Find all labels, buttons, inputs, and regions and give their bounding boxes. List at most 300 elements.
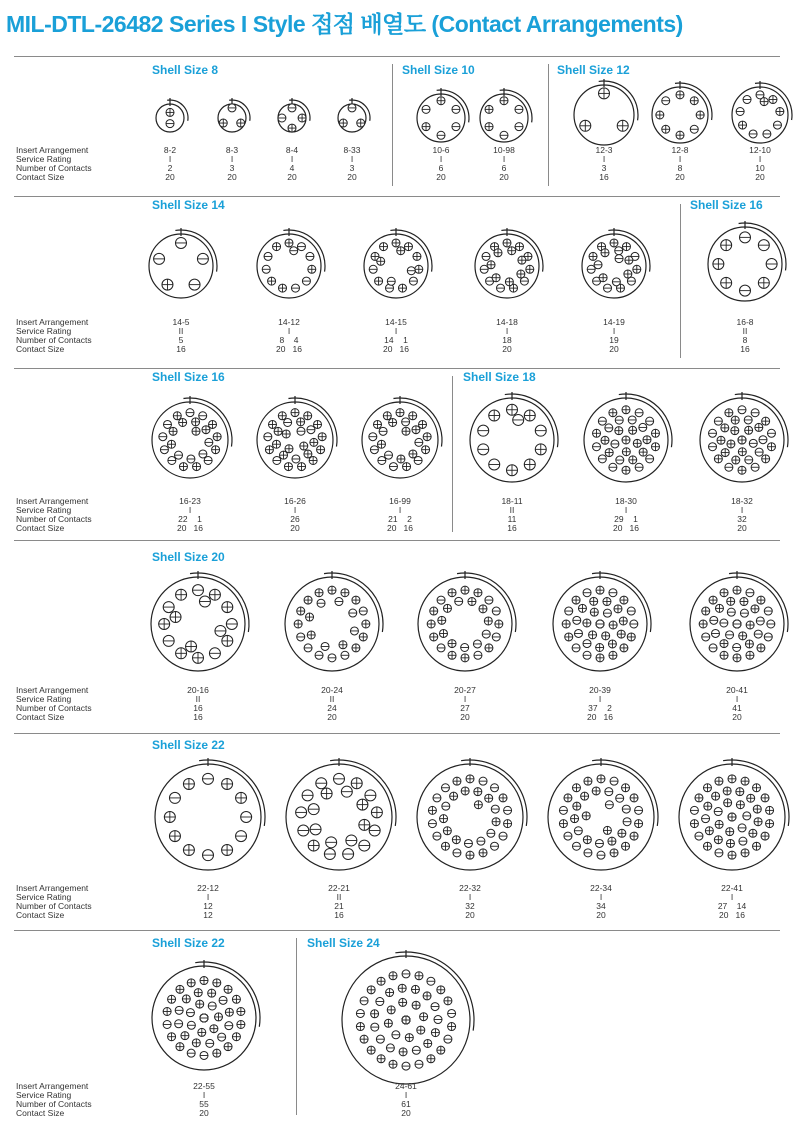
contact-pin: [736, 107, 744, 115]
contact-pin: [616, 794, 624, 802]
contact-pin: [609, 651, 617, 659]
contact-pin: [733, 654, 741, 662]
contact-pin: [736, 801, 744, 809]
contact-pin: [307, 631, 315, 639]
insert-arrangement: 14-18: [496, 317, 518, 327]
contact-pin: [574, 629, 582, 637]
contact-pin: [583, 836, 591, 844]
contact-pin: [402, 427, 410, 435]
contact-pin: [357, 799, 368, 810]
contact-pin: [468, 598, 476, 606]
service-rating: I: [404, 1090, 408, 1100]
contact-pin: [196, 1000, 204, 1008]
contact-size: 16: [740, 344, 750, 354]
contact-pin: [703, 842, 711, 850]
contact-pin: [485, 794, 493, 802]
contact-pin: [559, 806, 567, 814]
contact-pin: [731, 416, 739, 424]
contact-pin: [495, 620, 503, 628]
contact-pin: [316, 778, 327, 789]
contact-pin: [763, 130, 771, 138]
row-label: Number of Contacts: [16, 163, 92, 173]
arrangement-spec: [564, 318, 664, 354]
service-rating: I: [439, 154, 443, 164]
contact-pin: [583, 619, 591, 627]
connector-face-svg: [405, 752, 535, 882]
contact-pin: [764, 633, 772, 641]
contact-pin: [241, 812, 252, 823]
contact-pin: [236, 792, 247, 803]
contact-pin: [583, 640, 591, 648]
contact-pin: [379, 427, 387, 435]
contact-pin: [726, 631, 734, 639]
connector-face: [463, 222, 551, 310]
contact-pin: [492, 274, 500, 282]
row-label: Contact Size: [16, 172, 65, 182]
contact-size: 20: [327, 712, 337, 722]
contact-pin: [504, 820, 512, 828]
contact-size: 20 16: [587, 712, 613, 722]
number-of-contacts: 3: [229, 163, 235, 173]
contact-pin: [715, 777, 723, 785]
number-of-contacts: 3: [349, 163, 355, 173]
contact-pin: [599, 274, 607, 282]
contact-pin: [622, 805, 630, 813]
contact-pin: [759, 436, 767, 444]
contact-pin: [485, 644, 493, 652]
contact-pin: [448, 589, 456, 597]
contact-pin: [571, 815, 579, 823]
service-rating: II: [742, 326, 748, 336]
contact-pin: [739, 121, 747, 129]
contact-pin: [749, 439, 757, 447]
contact-pin: [163, 1007, 171, 1015]
contact-pin: [302, 277, 310, 285]
contact-pin: [417, 1026, 425, 1034]
contact-pin: [622, 448, 630, 456]
insert-arrangement: 16-26: [284, 496, 306, 506]
contact-pin: [766, 259, 777, 270]
contact-pin: [696, 111, 704, 119]
contact-pin: [676, 91, 684, 99]
insert-arrangement: 22-41: [721, 883, 743, 893]
contact-size: 20: [502, 344, 512, 354]
contact-pin: [738, 466, 746, 474]
contact-pin: [199, 596, 210, 607]
contact-pin: [507, 404, 518, 415]
contact-pin: [487, 829, 495, 837]
insert-arrangement: 14-15: [385, 317, 407, 327]
insert-arrangement: 18-30: [615, 496, 637, 506]
contact-pin: [224, 1043, 232, 1051]
service-rating: I: [735, 694, 739, 704]
contact-pin: [515, 123, 523, 131]
contact-size: 20 16: [613, 523, 639, 533]
column-divider: [680, 204, 681, 358]
contact-pin: [590, 608, 598, 616]
row-label: Contact Size: [16, 910, 65, 920]
contact-pin: [766, 806, 774, 814]
number-of-contacts: 2: [167, 163, 173, 173]
contact-pin: [749, 829, 757, 837]
contact-pin: [423, 992, 431, 1000]
contact-pin: [308, 840, 319, 851]
insert-arrangement: 22-32: [459, 883, 481, 893]
contact-pin: [635, 806, 643, 814]
connector-face-svg: [541, 565, 659, 683]
row-label: Insert Arrangement: [16, 883, 89, 893]
number-of-contacts: 32: [465, 901, 475, 911]
contact-pin: [485, 123, 493, 131]
contact-pin: [192, 427, 200, 435]
number-of-contacts: 5: [178, 335, 184, 345]
contact-pin: [736, 788, 744, 796]
contact-pin: [348, 104, 356, 112]
contact-pin: [359, 633, 367, 641]
contact-pin: [741, 777, 749, 785]
contact-pin: [620, 644, 628, 652]
contact-pin: [761, 794, 769, 802]
arrangement-spec: [551, 884, 651, 920]
contact-pin: [273, 456, 281, 464]
contact-pin: [635, 463, 643, 471]
insert-arrangement: 14-5: [172, 317, 190, 327]
contact-pin: [398, 984, 406, 992]
shell-size-label: Shell Size 14: [152, 198, 225, 212]
contact-pin: [308, 804, 319, 815]
insert-arrangement: 20-16: [187, 685, 209, 695]
arrangement-spec: [131, 318, 231, 354]
row-label: Insert Arrangement: [16, 317, 89, 327]
arrangement-spec: [462, 497, 562, 533]
contact-pin: [646, 455, 654, 463]
contact-pin: [617, 630, 625, 638]
contact-pin: [720, 619, 728, 627]
contact-pin: [747, 794, 755, 802]
insert-arrangement: 8-4: [285, 145, 299, 155]
contact-pin: [477, 837, 485, 845]
contact-pin: [300, 442, 308, 450]
service-rating: I: [287, 326, 291, 336]
contact-pin: [594, 261, 602, 269]
contact-size: 20: [227, 172, 237, 182]
contact-pin: [386, 989, 394, 997]
contact-pin: [187, 979, 195, 987]
contact-pin: [397, 247, 405, 255]
number-of-contacts: 21 2: [388, 514, 412, 524]
contact-pin: [629, 426, 637, 434]
contact-pin: [402, 970, 410, 978]
arrangement-spec: [687, 686, 787, 722]
contact-pin: [601, 249, 609, 257]
contact-pin: [615, 416, 623, 424]
contact-pin: [474, 589, 482, 597]
contact-pin: [565, 607, 573, 615]
contact-pin: [304, 596, 312, 604]
service-rating: I: [730, 892, 734, 902]
contact-pin: [630, 832, 638, 840]
insert-arrangement: 20-39: [589, 685, 611, 695]
contact-pin: [721, 277, 732, 288]
connector-face-svg: [468, 82, 540, 154]
number-of-contacts: 32: [737, 514, 747, 524]
contact-pin: [208, 1002, 216, 1010]
contact-pin: [203, 850, 214, 861]
contact-pin: [753, 805, 761, 813]
contact-pin: [360, 1035, 368, 1043]
contact-pin: [473, 640, 481, 648]
number-of-contacts: 26: [290, 514, 300, 524]
contact-pin: [535, 444, 546, 455]
connector-face: [206, 92, 258, 144]
contact-pin: [262, 265, 270, 273]
contact-pin: [610, 777, 618, 785]
contact-pin: [324, 849, 335, 860]
contact-pin: [604, 284, 612, 292]
contact-pin: [389, 972, 397, 980]
contact-pin: [297, 427, 305, 435]
contact-pin: [622, 436, 630, 444]
contact-pin: [597, 851, 605, 859]
contact-pin: [452, 123, 460, 131]
contact-pin: [738, 406, 746, 414]
contact-pin: [225, 1008, 233, 1016]
contact-pin: [595, 839, 603, 847]
contact-pin: [517, 270, 525, 278]
contact-pin: [720, 640, 728, 648]
contact-pin: [202, 426, 210, 434]
contact-pin: [357, 119, 365, 127]
contact-pin: [756, 617, 764, 625]
row-label: Service Rating: [16, 505, 72, 515]
arrangement-spec: [346, 318, 446, 354]
contact-pin: [175, 1020, 183, 1028]
contact-pin: [619, 617, 627, 625]
contact-pin: [168, 1033, 176, 1041]
contact-pin: [461, 654, 469, 662]
row-label: Service Rating: [16, 694, 72, 704]
contact-pin: [297, 243, 305, 251]
service-rating: I: [293, 505, 297, 515]
arrangement-spec: [457, 318, 557, 354]
contact-pin: [690, 97, 698, 105]
contact-pin: [535, 425, 546, 436]
connector-face: [245, 390, 345, 490]
contact-pin: [306, 613, 314, 621]
contact-pin: [396, 409, 404, 417]
number-of-contacts: 11: [507, 514, 517, 524]
contact-pin: [728, 813, 736, 821]
shell-size-label: Shell Size 24: [307, 936, 380, 950]
service-rating: I: [505, 326, 509, 336]
arrangement-spec: [454, 146, 554, 182]
contact-pin: [492, 633, 500, 641]
contact-pin: [596, 586, 604, 594]
contact-pin: [163, 602, 174, 613]
contact-pin: [166, 108, 174, 116]
number-of-contacts: 16: [193, 703, 203, 713]
insert-arrangement: 16-23: [179, 496, 201, 506]
arrangement-spec: [695, 318, 794, 354]
contact-pin: [298, 114, 306, 122]
connector-face-svg: [273, 565, 391, 683]
contact-pin: [278, 412, 286, 420]
contact-pin: [623, 818, 631, 826]
contact-pin: [740, 285, 751, 296]
row-label: Service Rating: [16, 1090, 72, 1100]
contact-pin: [176, 589, 187, 600]
contact-pin: [222, 602, 233, 613]
arrangement-spec: [550, 686, 650, 722]
contact-pin: [193, 463, 201, 471]
contact-pin: [203, 773, 214, 784]
contact-pin: [524, 410, 535, 421]
contact-pin: [315, 589, 323, 597]
row-label: Contact Size: [16, 523, 65, 533]
contact-pin: [726, 839, 734, 847]
contact-pin: [346, 835, 357, 846]
contact-pin: [714, 836, 722, 844]
contact-pin: [630, 794, 638, 802]
row-label: Service Rating: [16, 326, 72, 336]
contact-pin: [264, 252, 272, 260]
arrangement-spec: [289, 884, 389, 920]
contact-pin: [618, 829, 626, 837]
contact-pin: [572, 784, 580, 792]
contact-pin: [479, 849, 487, 857]
insert-arrangement: 22-34: [590, 883, 612, 893]
contact-pin: [317, 446, 325, 454]
number-of-contacts: 6: [501, 163, 507, 173]
contact-pin: [605, 449, 613, 457]
contact-pin: [572, 596, 580, 604]
connector-face-svg: [536, 752, 666, 882]
contact-pin: [724, 799, 732, 807]
number-of-contacts: 61: [401, 1099, 411, 1109]
connector-face-svg: [463, 222, 551, 310]
contact-pin: [699, 620, 707, 628]
contact-pin: [466, 851, 474, 859]
contact-pin: [437, 131, 445, 139]
arrangement-spec: [682, 884, 782, 920]
contact-size: 20 16: [177, 523, 203, 533]
contact-pin: [605, 788, 613, 796]
connector-face-svg: [330, 944, 482, 1096]
contact-pin: [232, 1033, 240, 1041]
contact-pin: [431, 1029, 439, 1037]
contact-pin: [411, 985, 419, 993]
connector-face: [570, 222, 658, 310]
number-of-contacts: 10: [755, 163, 765, 173]
contact-pin: [690, 820, 698, 828]
number-of-contacts: 55: [199, 1099, 209, 1109]
connector-face-svg: [245, 390, 345, 490]
contact-pin: [232, 995, 240, 1003]
row-label: Insert Arrangement: [16, 685, 89, 695]
contact-pin: [349, 609, 357, 617]
contact-pin: [273, 243, 281, 251]
contact-pin: [166, 120, 174, 128]
contact-pin: [589, 631, 597, 639]
contact-size: 20 16: [276, 344, 302, 354]
contact-pin: [163, 635, 174, 646]
contact-pin: [622, 784, 630, 792]
contact-pin: [365, 790, 376, 801]
contact-pin: [628, 416, 636, 424]
contact-size: 20: [401, 1108, 411, 1118]
section-divider: [14, 56, 780, 57]
contact-pin: [755, 423, 763, 431]
contact-pin: [466, 775, 474, 783]
contact-pin: [341, 786, 352, 797]
contact-pin: [491, 842, 499, 850]
contact-pin: [387, 1006, 395, 1014]
contact-pin: [767, 429, 775, 437]
contact-pin: [499, 832, 507, 840]
contact-pin: [499, 794, 507, 802]
contact-pin: [213, 1049, 221, 1057]
contact-pin: [474, 801, 482, 809]
contact-pin: [762, 417, 770, 425]
contact-pin: [762, 455, 770, 463]
contact-pin: [565, 633, 573, 641]
insert-arrangement: 14-19: [603, 317, 625, 327]
contact-pin: [491, 805, 499, 813]
contact-pin: [308, 265, 316, 273]
number-of-contacts: 14 1: [384, 335, 408, 345]
contact-pin: [415, 1060, 423, 1068]
contact-pin: [359, 819, 370, 830]
contact-pin: [513, 414, 524, 425]
contact-pin: [573, 616, 581, 624]
number-of-contacts: 27 14: [717, 901, 747, 911]
contact-pin: [321, 642, 329, 650]
insert-arrangement: 24-61: [395, 1081, 417, 1091]
number-of-contacts: 6: [438, 163, 444, 173]
contact-size: 16: [507, 523, 517, 533]
contact-pin: [633, 265, 641, 273]
service-rating: I: [463, 694, 467, 704]
contact-pin: [218, 1033, 226, 1041]
shell-size-label: Shell Size 10: [402, 63, 475, 77]
contact-pin: [205, 438, 213, 446]
contact-pin: [371, 1023, 379, 1031]
contact-pin: [507, 465, 518, 476]
contact-pin: [162, 279, 173, 290]
column-divider: [452, 376, 453, 532]
contact-pin: [222, 845, 233, 856]
contact-pin: [589, 252, 597, 260]
contact-pin: [187, 1021, 195, 1029]
connector-face-svg: [640, 75, 720, 155]
contact-pin: [376, 998, 384, 1006]
contact-pin: [192, 1039, 200, 1047]
connector-face: [140, 390, 240, 490]
number-of-contacts: 27: [460, 703, 470, 713]
number-of-contacts: 18: [502, 335, 512, 345]
contact-pin: [189, 279, 200, 290]
contact-pin: [596, 654, 604, 662]
contact-pin: [489, 410, 500, 421]
contact-pin: [444, 1035, 452, 1043]
insert-arrangement: 12-10: [749, 145, 771, 155]
contact-pin: [712, 792, 720, 800]
contact-pin: [744, 416, 752, 424]
contact-pin: [601, 436, 609, 444]
row-label: Number of Contacts: [16, 335, 92, 345]
contact-pin: [424, 1039, 432, 1047]
contact-pin: [402, 1062, 410, 1070]
